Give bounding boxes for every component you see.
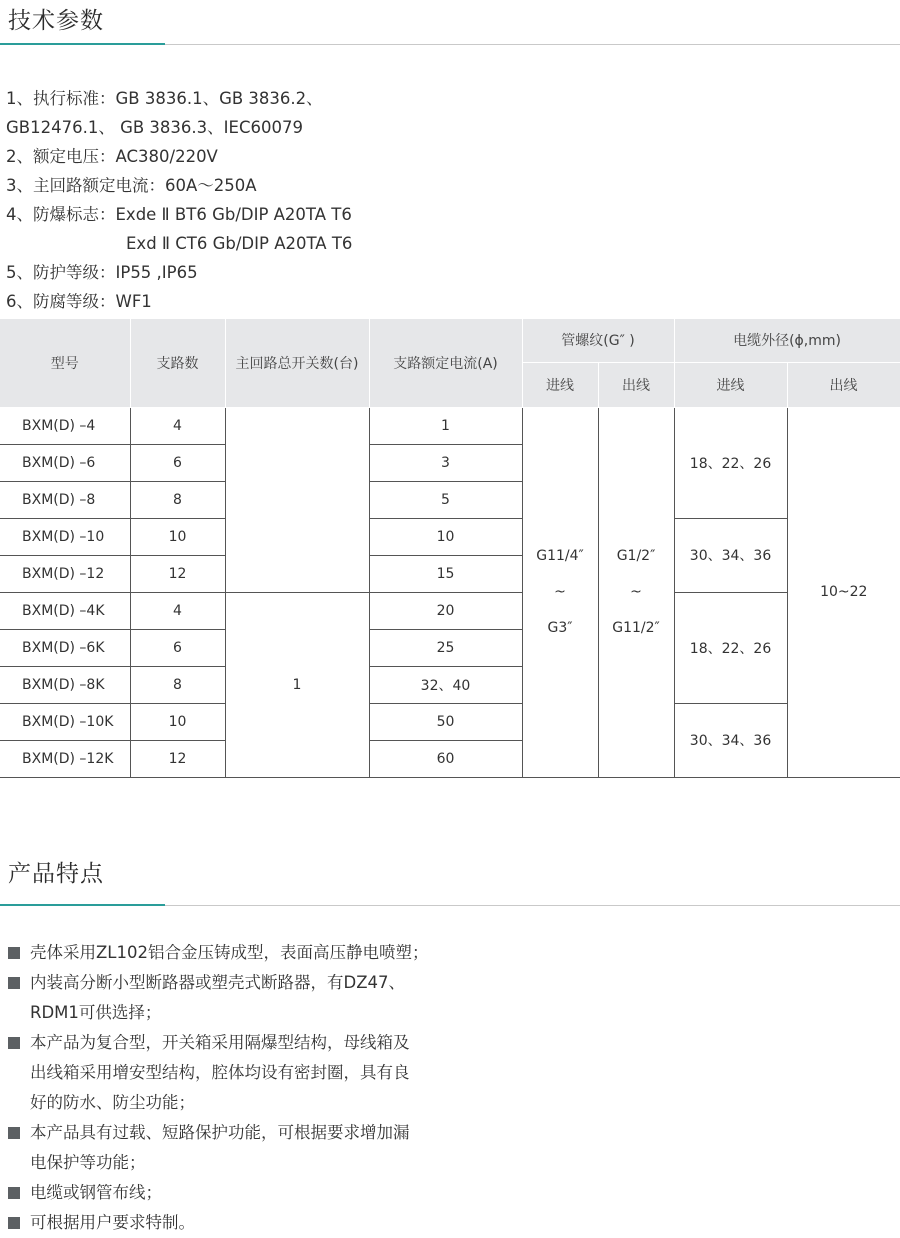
thread-in-sep: ~ <box>554 584 566 600</box>
spec-line: 1、执行标准：GB 3836.1、GB 3836.2、 <box>6 89 323 108</box>
feature-line: 本产品具有过载、短路保护功能，可根据要求增加漏 <box>30 1123 410 1142</box>
cell-model: BXM(D) –8K <box>0 666 130 703</box>
feature-item <box>6 1178 429 1208</box>
cell-branches: 4 <box>130 592 225 629</box>
cell-main-switches <box>225 407 369 592</box>
section-title-specs: 技术参数 <box>8 8 104 34</box>
spec-line: 6、防腐等级：WF1 <box>6 292 152 311</box>
cell-thread-in <box>522 407 598 777</box>
square-bullet-icon <box>8 977 20 989</box>
feature-line: 出线箱采用增安型结构，腔体均设有密封圈，具有良 <box>30 1063 410 1082</box>
square-bullet-icon <box>8 947 20 959</box>
cell-current: 20 <box>369 592 522 629</box>
header-branch-current: 支路额定电流(A) <box>369 319 522 407</box>
cell-cable-in: 18、22、26 <box>674 407 787 518</box>
cell-branches: 12 <box>130 740 225 777</box>
cell-model: BXM(D) –6 <box>0 444 130 481</box>
feature-line: 本产品为复合型，开关箱采用隔爆型结构，母线箱及 <box>30 1033 410 1052</box>
cell-branches: 12 <box>130 555 225 592</box>
cell-branches: 4 <box>130 407 225 444</box>
cell-current: 15 <box>369 555 522 592</box>
spec-table <box>0 319 900 778</box>
feature-line: 电缆或钢管布线； <box>30 1183 162 1202</box>
cell-current: 3 <box>369 444 522 481</box>
cell-cable-in: 18、22、26 <box>674 592 787 703</box>
header-cable-in: 进线 <box>674 362 787 407</box>
feature-item <box>6 1118 429 1178</box>
spec-line: Exd Ⅱ CT6 Gb/DIP A20TA T6 <box>126 234 353 253</box>
cell-current: 10 <box>369 518 522 555</box>
feature-list <box>6 938 429 1238</box>
spec-line: GB12476.1、 GB 3836.3、IEC60079 <box>6 118 303 137</box>
square-bullet-icon <box>8 1217 20 1229</box>
feature-line: 电保护等功能； <box>30 1153 146 1172</box>
header-model: 型号 <box>0 319 130 407</box>
header-cable-out: 出线 <box>787 362 900 407</box>
cell-model: BXM(D) –4K <box>0 592 130 629</box>
cell-current: 50 <box>369 703 522 740</box>
feature-item <box>6 938 429 968</box>
spec-line: 2、额定电压：AC380/220V <box>6 147 218 166</box>
cell-thread-out <box>598 407 674 777</box>
cell-model: BXM(D) –12K <box>0 740 130 777</box>
feature-line: 内装高分断小型断路器或塑壳式断路器，有DZ47、 <box>30 973 406 992</box>
cell-current: 25 <box>369 629 522 666</box>
feature-line: 可根据用户要求特制。 <box>30 1213 195 1232</box>
cell-main-switches: 1 <box>225 592 369 777</box>
cell-branches: 8 <box>130 481 225 518</box>
header-cable-od: 电缆外径(ϕ,mm) <box>674 319 900 362</box>
feature-item <box>6 1208 429 1238</box>
cell-branches: 10 <box>130 518 225 555</box>
spec-line: 4、防爆标志：Exde Ⅱ BT6 Gb/DIP A20TA T6 <box>6 205 352 224</box>
spec-line: 5、防护等级：IP55 ,IP65 <box>6 263 198 282</box>
thread-out-sep: ~ <box>630 584 642 600</box>
accent-underline <box>0 904 165 906</box>
cell-current: 32、40 <box>369 666 522 703</box>
square-bullet-icon <box>8 1187 20 1199</box>
cell-current: 1 <box>369 407 522 444</box>
cell-cable-out: 10~22 <box>787 407 900 777</box>
thread-in-min: G11/4″ <box>536 548 584 564</box>
spec-list <box>6 84 352 316</box>
cell-model: BXM(D) –4 <box>0 407 130 444</box>
cell-current: 60 <box>369 740 522 777</box>
feature-item <box>6 968 429 1028</box>
cell-model: BXM(D) –6K <box>0 629 130 666</box>
section-title-features: 产品特点 <box>8 861 104 887</box>
header-branches: 支路数 <box>130 319 225 407</box>
cell-branches: 8 <box>130 666 225 703</box>
header-pipe-thread: 管螺纹(G″ ) <box>522 319 674 362</box>
header-main-switches: 主回路总开关数(台) <box>225 319 369 407</box>
thread-in-max: G3″ <box>547 620 573 636</box>
thread-out-min: G1/2″ <box>616 548 656 564</box>
feature-line: 壳体采用ZL102铝合金压铸成型，表面高压静电喷塑； <box>30 943 429 962</box>
spec-line: 3、主回路额定电流：60A～250A <box>6 176 257 195</box>
square-bullet-icon <box>8 1127 20 1139</box>
thread-out-max: G11/2″ <box>612 620 660 636</box>
cell-cable-in: 30、34、36 <box>674 518 787 592</box>
cell-branches: 6 <box>130 444 225 481</box>
cell-branches: 10 <box>130 703 225 740</box>
cell-model: BXM(D) –10K <box>0 703 130 740</box>
cell-model: BXM(D) –8 <box>0 481 130 518</box>
header-thread-in: 进线 <box>522 362 598 407</box>
cell-branches: 6 <box>130 629 225 666</box>
feature-line: 好的防水、防尘功能； <box>30 1093 195 1112</box>
square-bullet-icon <box>8 1037 20 1049</box>
accent-underline <box>0 43 165 45</box>
header-thread-out: 出线 <box>598 362 674 407</box>
cell-model: BXM(D) –10 <box>0 518 130 555</box>
cell-cable-in: 30、34、36 <box>674 703 787 777</box>
feature-line: RDM1可供选择； <box>30 1003 162 1022</box>
feature-item <box>6 1028 429 1118</box>
cell-model: BXM(D) –12 <box>0 555 130 592</box>
cell-current: 5 <box>369 481 522 518</box>
